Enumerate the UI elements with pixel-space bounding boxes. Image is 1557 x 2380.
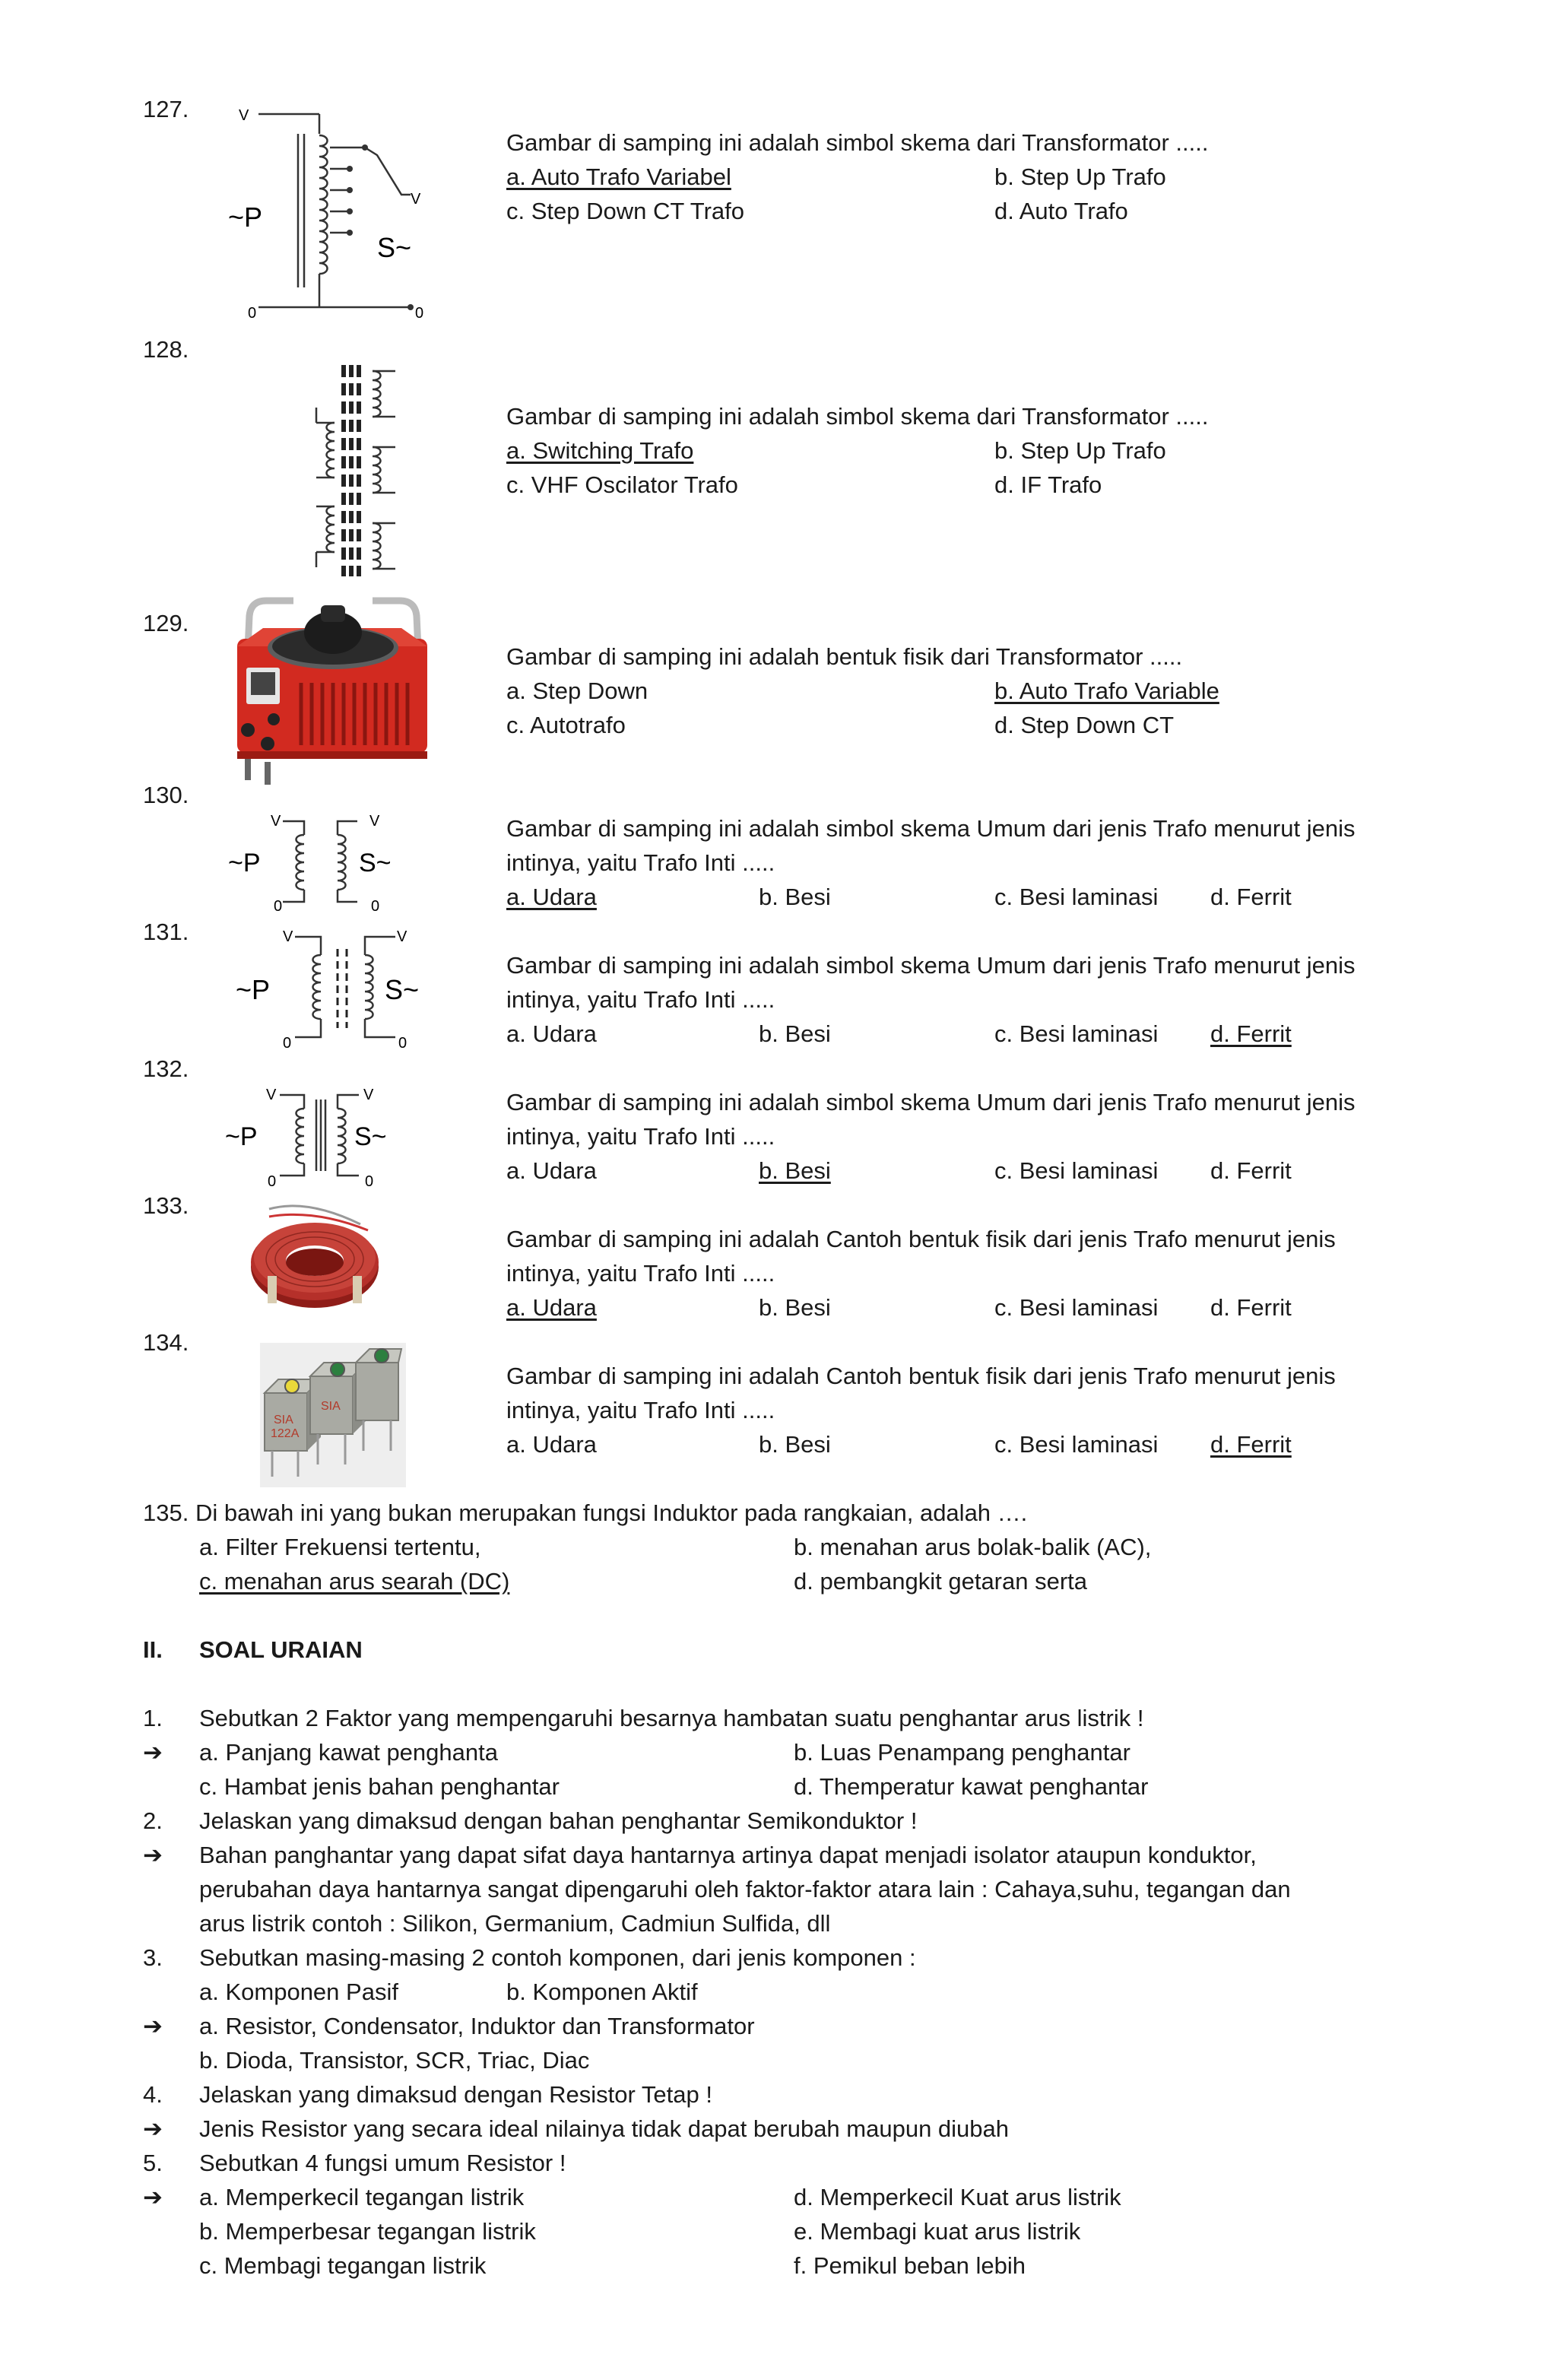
option-d: d. IF Trafo: [994, 471, 1102, 498]
primary-label: ~P: [236, 974, 271, 1005]
component-label: SIA: [321, 1400, 341, 1413]
question-text-line2: intinya, yaitu Trafo Inti .....: [506, 1260, 775, 1287]
option-c: c. Step Down CT Trafo: [506, 198, 744, 224]
voltage-label: V: [271, 813, 281, 830]
option-d: d. Auto Trafo: [994, 198, 1128, 224]
answer-text: perubahan daya hantarnya sangat dipengaruhi oleh faktor-faktor atara lain : Cahaya,suhu, tegangan dan: [199, 1876, 1291, 1902]
answer-arrow-icon: ➔: [143, 2115, 163, 2142]
answer-text: Jenis Resistor yang secara ideal nilainya tidak dapat berubah maupun diubah: [199, 2115, 1010, 2142]
option-a: a. Udara: [506, 1157, 597, 1184]
component-label: SIA: [274, 1414, 293, 1426]
essay-question: Sebutkan masing-masing 2 contoh komponen, dari jenis komponen :: [199, 1944, 916, 1971]
ground-label: 0: [268, 1173, 277, 1190]
iron-core-trafo-schematic: [225, 1086, 432, 1191]
option-b: b. Besi: [759, 1020, 831, 1047]
question-text: Gambar di samping ini adalah simbol skema dari Transformator .....: [506, 129, 1209, 156]
question-135-text: 135. Di bawah ini yang bukan merupakan fungsi Induktor pada rangkaian, adalah ….: [143, 1499, 1028, 1526]
question-text-line2: intinya, yaitu Trafo Inti .....: [506, 1123, 775, 1150]
question-text: Gambar di samping ini adalah simbol skema Umum dari jenis Trafo menurut jenis: [506, 952, 1356, 979]
secondary-label: S~: [354, 1122, 387, 1151]
answer-item: a. Resistor, Condensator, Induktor dan Transformator: [199, 2013, 755, 2039]
option-b: b. Step Up Trafo: [994, 437, 1166, 464]
option-c: c. Besi laminasi: [994, 884, 1159, 910]
question-number: 132.: [143, 1055, 189, 1082]
voltage-label: V: [266, 1087, 277, 1103]
switching-trafo-schematic: [281, 362, 411, 579]
sub-question: b. Komponen Aktif: [506, 1979, 698, 2005]
option-b: b. Besi: [759, 1294, 831, 1321]
option-a: a. Switching Trafo: [506, 437, 694, 464]
answer-item: d. Memperkecil Kuat arus listrik: [794, 2184, 1121, 2210]
answer-item: a. Panjang kawat penghanta: [199, 1739, 498, 1766]
section-number: II.: [143, 1636, 163, 1663]
primary-label: ~P: [225, 1122, 258, 1151]
answer-item: d. Themperatur kawat penghantar: [794, 1773, 1149, 1800]
question-text: Gambar di samping ini adalah Cantoh bentuk fisik dari jenis Trafo menurut jenis: [506, 1226, 1336, 1252]
question-number: 131.: [143, 919, 189, 945]
option-b: b. Besi: [759, 1431, 831, 1458]
answer-arrow-icon: ➔: [143, 2013, 163, 2039]
essay-number: 5.: [143, 2150, 163, 2176]
option-d: d. pembangkit getaran serta: [794, 1568, 1088, 1595]
option-b: b. Auto Trafo Variable: [994, 678, 1219, 704]
question-number: 134.: [143, 1329, 189, 1356]
option-d: d. Ferrit: [1210, 1431, 1292, 1458]
secondary-label: S~: [359, 849, 392, 877]
answer-item: b. Dioda, Transistor, SCR, Triac, Diac: [199, 2047, 590, 2074]
answer-item: b. Memperbesar tegangan listrik: [199, 2218, 536, 2245]
question-text: Gambar di samping ini adalah simbol skema Umum dari jenis Trafo menurut jenis: [506, 815, 1356, 842]
voltage-label: V: [369, 813, 380, 830]
essay-number: 2.: [143, 1807, 163, 1834]
question-number: 130.: [143, 782, 189, 808]
auto-trafo-variabel-schematic: [228, 97, 456, 324]
sub-question: a. Komponen Pasif: [199, 1979, 398, 2005]
primary-label: ~P: [228, 849, 261, 877]
option-d: d. Ferrit: [1210, 1157, 1292, 1184]
ferrite-core-trafo-schematic: [236, 929, 459, 1051]
primary-label: ~P: [228, 202, 263, 233]
ground-label: 0: [248, 305, 257, 322]
option-c: c. Besi laminasi: [994, 1294, 1159, 1321]
question-number: 128.: [143, 336, 189, 363]
section-title: SOAL URAIAN: [199, 1636, 363, 1663]
answer-item: b. Luas Penampang penghantar: [794, 1739, 1130, 1766]
question-text: Gambar di samping ini adalah bentuk fisik dari Transformator .....: [506, 643, 1183, 670]
option-c: c. menahan arus searah (DC): [199, 1568, 510, 1595]
answer-arrow-icon: ➔: [143, 1842, 163, 1868]
essay-number: 4.: [143, 2081, 163, 2108]
option-c: c. Besi laminasi: [994, 1020, 1159, 1047]
voltage-label: V: [397, 929, 407, 945]
essay-question: Sebutkan 4 fungsi umum Resistor !: [199, 2150, 566, 2176]
essay-question: Sebutkan 2 Faktor yang mempengaruhi besarnya hambatan suatu penghantar arus listrik !: [199, 1705, 1144, 1731]
question-text: Gambar di samping ini adalah Cantoh bentuk fisik dari jenis Trafo menurut jenis: [506, 1363, 1336, 1389]
question-number: 129.: [143, 610, 189, 636]
answer-item: a. Memperkecil tegangan listrik: [199, 2184, 525, 2210]
question-text-line2: intinya, yaitu Trafo Inti .....: [506, 1397, 775, 1423]
option-c: c. VHF Oscilator Trafo: [506, 471, 738, 498]
option-a: a. Udara: [506, 1431, 597, 1458]
air-coil-photo: [239, 1191, 391, 1320]
if-trafo-ferrit-photo: [260, 1343, 406, 1487]
option-c: c. Besi laminasi: [994, 1157, 1159, 1184]
secondary-label: S~: [385, 974, 420, 1005]
ground-label: 0: [365, 1173, 374, 1190]
answer-text: arus listrik contoh : Silikon, Germanium, Cadmiun Sulfida, dll: [199, 1910, 831, 1937]
question-text: Gambar di samping ini adalah simbol skema Umum dari jenis Trafo menurut jenis: [506, 1089, 1356, 1115]
answer-arrow-icon: ➔: [143, 2184, 163, 2210]
answer-item: c. Membagi tegangan listrik: [199, 2252, 487, 2279]
variac-trafo-photo: [233, 585, 432, 789]
voltage-label: V: [239, 107, 249, 124]
option-a: a. Auto Trafo Variabel: [506, 163, 731, 190]
ground-label: 0: [415, 305, 424, 322]
option-a: a. Filter Frekuensi tertentu,: [199, 1534, 481, 1560]
option-a: a. Udara: [506, 1294, 597, 1321]
ground-label: 0: [398, 1035, 407, 1051]
option-c: c. Autotrafo: [506, 712, 626, 738]
option-b: b. Besi: [759, 1157, 831, 1184]
question-text-line2: intinya, yaitu Trafo Inti .....: [506, 849, 775, 876]
voltage-label: V: [283, 929, 293, 945]
option-b: b. Step Up Trafo: [994, 163, 1166, 190]
option-c: c. Besi laminasi: [994, 1431, 1159, 1458]
option-a: a. Step Down: [506, 678, 648, 704]
air-core-trafo-schematic: [228, 812, 433, 916]
option-a: a. Udara: [506, 1020, 597, 1047]
question-number: 127.: [143, 96, 189, 122]
option-d: d. Ferrit: [1210, 1020, 1292, 1047]
answer-text: Bahan panghantar yang dapat sifat daya hantarnya artinya dapat menjadi isolator ataupun konduktor,: [199, 1842, 1257, 1868]
question-number: 133.: [143, 1192, 189, 1219]
ground-label: 0: [283, 1035, 292, 1051]
question-text-line2: intinya, yaitu Trafo Inti .....: [506, 986, 775, 1013]
essay-number: 3.: [143, 1944, 163, 1971]
option-d: d. Ferrit: [1210, 884, 1292, 910]
essay-question: Jelaskan yang dimaksud dengan Resistor Tetap !: [199, 2081, 712, 2108]
essay-number: 1.: [143, 1705, 163, 1731]
component-label: 122A: [271, 1427, 300, 1440]
option-b: b. menahan arus bolak-balik (AC),: [794, 1534, 1152, 1560]
question-text: Gambar di samping ini adalah simbol skema dari Transformator .....: [506, 403, 1209, 430]
option-a: a. Udara: [506, 884, 597, 910]
answer-arrow-icon: ➔: [143, 1739, 163, 1766]
answer-item: f. Pemikul beban lebih: [794, 2252, 1026, 2279]
answer-item: e. Membagi kuat arus listrik: [794, 2218, 1081, 2245]
ground-label: 0: [371, 898, 380, 915]
ground-label: 0: [274, 898, 283, 915]
secondary-label: S~: [377, 232, 412, 263]
essay-question: Jelaskan yang dimaksud dengan bahan penghantar Semikonduktor !: [199, 1807, 918, 1834]
voltage-label: V: [363, 1087, 374, 1103]
answer-item: c. Hambat jenis bahan penghantar: [199, 1773, 560, 1800]
option-d: d. Ferrit: [1210, 1294, 1292, 1321]
option-b: b. Besi: [759, 884, 831, 910]
option-d: d. Step Down CT: [994, 712, 1175, 738]
voltage-label: V: [411, 191, 421, 208]
